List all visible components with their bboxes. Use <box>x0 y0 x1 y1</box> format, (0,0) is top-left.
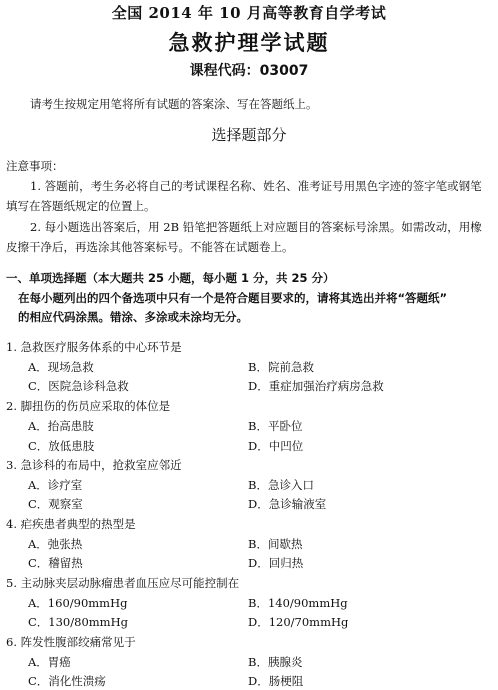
note-2-line-1: 2. 每小题选出答案后，用 2B 铅笔把答题纸上对应题目的答案标号涂黑。如需改动，用橡 <box>30 220 482 234</box>
answer-instruction: 请考生按规定用笔将所有试题的答案涂、写在答题纸上。 <box>30 97 318 111</box>
section-1-instruction-line-2: 的相应代码涂黑。错涂、多涂或未涂均无分。 <box>18 310 248 324</box>
question-3-option-b: B．急诊入口 <box>248 478 314 492</box>
notes-label: 注意事项： <box>6 159 64 173</box>
question-3-stem: 3. 急诊科的布局中，抢救室应邻近 <box>6 458 182 472</box>
question-5-option-c: C．130/80mmHg <box>28 615 128 629</box>
question-3-option-c: C．观察室 <box>28 497 83 511</box>
section-1-instruction-line-1: 在每小题列出的四个备选项中只有一个是符合题目要求的，请将其选出并将“答题纸” <box>18 291 448 305</box>
question-4-option-d: D．回归热 <box>248 556 304 570</box>
question-2-option-a: A．抬高患肢 <box>28 419 94 433</box>
question-3-option-d: D．急诊输液室 <box>248 497 327 511</box>
note-2-line-2: 皮擦干净后，再选涂其他答案标号。不能答在试题卷上。 <box>6 240 294 254</box>
question-2-option-b: B．平卧位 <box>248 419 303 433</box>
question-4-option-a: A．弛张热 <box>28 537 83 551</box>
question-1-stem: 1. 急救医疗服务体系的中心环节是 <box>6 340 182 354</box>
question-5-option-d: D．120/70mmHg <box>248 615 349 629</box>
course-code: 课程代码：03007 <box>189 63 309 79</box>
question-6-option-b: B．胰腺炎 <box>248 655 303 669</box>
question-5-option-b: B．140/90mmHg <box>248 596 348 610</box>
question-6-option-c: C．消化性溃疡 <box>28 674 106 688</box>
question-1-option-d: D．重症加强治疗病房急救 <box>248 379 384 393</box>
section-title: 选择题部分 <box>211 126 287 144</box>
question-2-option-d: D．中凹位 <box>248 439 304 453</box>
question-6-option-a: A．胃癌 <box>28 655 71 669</box>
exam-header: 全国 2014 年 10 月高等教育自学考试 <box>111 4 387 22</box>
question-4-option-c: C．稽留热 <box>28 556 83 570</box>
question-3-option-a: A．诊疗室 <box>28 478 83 492</box>
note-1-line-1: 1. 答题前，考生务必将自己的考试课程名称、姓名、准考证号用黑色字迹的签字笔或钢笔 <box>30 179 482 193</box>
question-2-stem: 2. 脚扭伤的伤员应采取的体位是 <box>6 399 171 413</box>
question-5-stem: 5. 主动脉夹层动脉瘤患者血压应尽可能控制在 <box>6 576 240 590</box>
question-5-option-a: A．160/90mmHg <box>28 596 128 610</box>
question-4-stem: 4. 疟疾患者典型的热型是 <box>6 517 136 531</box>
page-title: 急救护理学试题 <box>168 31 330 55</box>
section-1-heading: 一、单项选择题（本大题共 25 小题，每小题 1 分，共 25 分） <box>6 271 335 285</box>
question-6-option-d: D．肠梗阻 <box>248 674 304 688</box>
note-1-line-2: 填写在答题纸规定的位置上。 <box>6 199 156 213</box>
question-2-option-c: C．放低患肢 <box>28 439 95 453</box>
question-1-option-a: A．现场急救 <box>28 360 94 374</box>
question-4-option-b: B．间歇热 <box>248 537 303 551</box>
question-1-option-b: B．院前急救 <box>248 360 314 374</box>
question-1-option-c: C．医院急诊科急救 <box>28 379 129 393</box>
question-6-stem: 6. 阵发性腹部绞痛常见于 <box>6 635 136 649</box>
